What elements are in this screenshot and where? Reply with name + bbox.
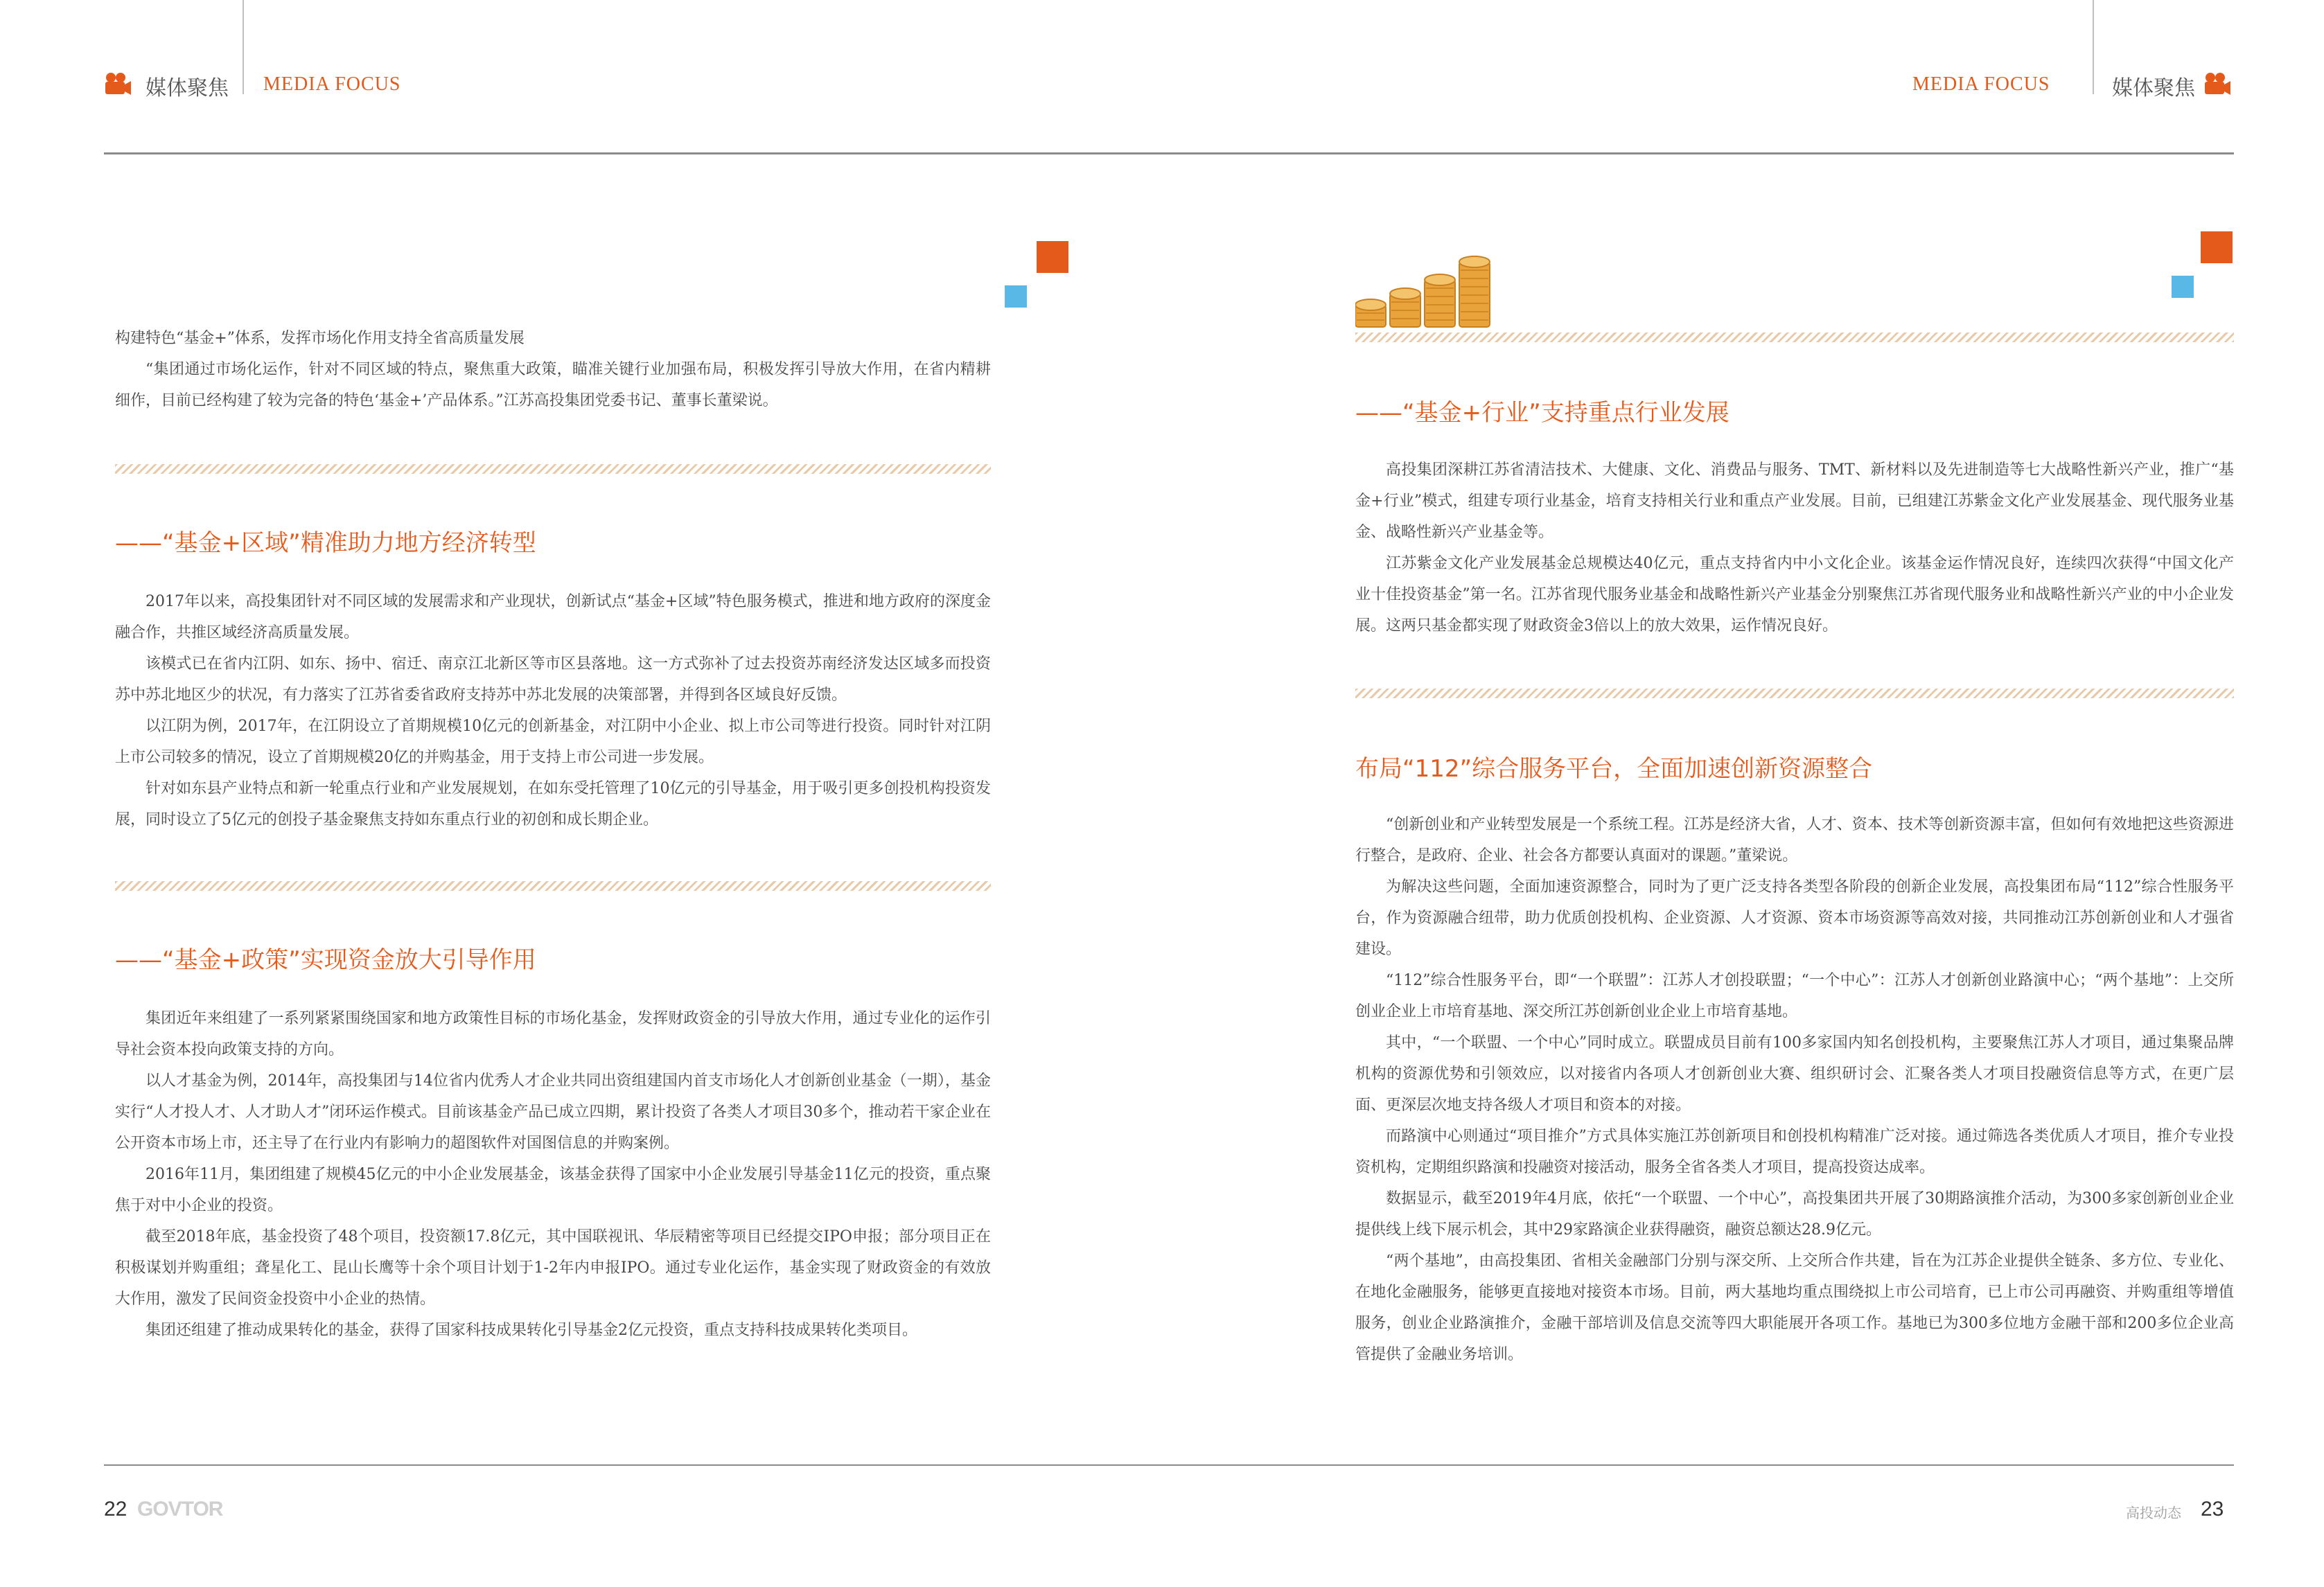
section-industry-body [1355,454,2234,641]
paragraph: 以人才基金为例，2014年，高投集团与14位省内优秀人才企业共同出资组建国内首支市场化人才创新创业基金（一期），基金实行“人才投人才、人才助人才”闭环运作模式。目前该基金产品已成立四期，累计投资了各类人才项目30多个，推动若干家企业在公开资本市场上市，还主导了在行业内有影响力的超图软件对国图信息的并购案例。 [115,1072,991,1152]
footer-label: 高投动态 [2126,1505,2181,1521]
intro-block [115,323,991,416]
paragraph: 数据显示，截至2019年4月底，依托“一个联盟、一个中心”，高投集团共开展了30期路演推介活动，为300多家创新创业企业提供线上线下展示机会，其中29家路演企业获得融资，融资总额达28.9亿元。 [1355,1190,2234,1239]
camera-icon [2203,72,2231,96]
paragraph: 江苏紫金文化产业发展基金总规模达40亿元，重点支持省内中小文化企业。该基金运作情况良好，连续四次获得“中国文化产业十佳投资基金”第一名。江苏省现代服务业基金和战略性新兴产业基金分别聚焦江苏省现代服务业和战略性新兴产业的中小企业发展。这两只基金都实现了财政资金3倍以上的放大效果，运作情况良好。 [1355,555,2234,635]
header-divider-right [2093,0,2094,94]
section-heading-platform: 布局“112”综合服务平台，全面加速创新资源整合 [1355,755,1873,783]
section-platform-body [1355,809,2234,1370]
coin-stacks-icon [1355,255,1502,330]
paragraph: 集团近年来组建了一系列紧紧围绕国家和地方政策性目标的市场化基金，发挥财政资金的引导放大作用，通过专业化的运作引导社会资本投向政策支持的方向。 [115,1010,991,1058]
paragraph: 高投集团深耕江苏省清洁技术、大健康、文化、消费品与服务、TMT、新材料以及先进制造等七大战略性新兴产业，推广“基金+行业”模式，组建专项行业基金，培育支持相关行业和重点产业发展。目前，已组建江苏紫金文化产业发展基金、现代服务业基金、战略性新兴产业基金等。 [1355,461,2234,541]
footer-rule [104,1464,2234,1466]
paragraph: 其中，“一个联盟、一个中心”同时成立。联盟成员目前有100多家国内知名创投机构，主要聚焦江苏人才项目，通过集聚品牌机构的资源优势和引领效应，以对接省内各项人才创新创业大赛、组织研讨会、汇聚各类人才项目投融资信息等方式，在更广层面、更深层次地支持各级人才项目和资本的对接。 [1355,1034,2234,1114]
header-section-cn: 媒体聚焦 [146,76,229,100]
decor-square-blue [1005,285,1027,308]
section-heading-policy: ——“基金+政策”实现资金放大引导作用 [115,946,536,974]
section-region-body [115,586,991,835]
intro-paragraph: “集团通过市场化运作，针对不同区域的特点，聚焦重大政策，瞄准关键行业加强布局，积极发挥引导放大作用，在省内精耕细作，目前已经构建了较为完备的特色‘基金+’产品体系。”江苏高投集团党委书记、董事长董梁说。 [115,361,991,409]
header-divider [243,0,244,94]
paragraph: 为解决这些问题，全面加速资源整合，同时为了更广泛支持各类型各阶段的创新企业发展，高投集团布局“112”综合性服务平台，作为资源融合纽带，助力优质创投机构、企业资源、人才资源、资本市场资源等高效对接，共同推动江苏创新创业和人才强省建设。 [1355,878,2234,958]
paragraph: 截至2018年底，基金投资了48个项目，投资额17.8亿元，其中国联视讯、华辰精密等项目已经提交IPO申报；部分项目正在积极谋划并购重组；聋星化工、昆山长鹰等十余个项目计划于1-2年内申报IPO。通过专业化运作，基金实现了财政资金的有效放大作用，激发了民间资金投资中小企业的热情。 [115,1228,991,1308]
decor-square-orange [1037,241,1068,273]
header-section-en: MEDIA FOCUS [263,73,401,95]
paragraph: “两个基地”，由高投集团、省相关金融部门分别与深交所、上交所合作共建，旨在为江苏企业提供全链条、多方位、专业化、在地化金融服务，能够更直接地对接资本市场。目前，两大基地均重点围绕拟上市公司培育，已上市公司再融资、并购重组等增值服务，创业企业路演推介，金融干部培训及信息交流等四大职能展开各项工作。基地已为300多位地方金融干部和200多位企业高管提供了金融业务培训。 [1355,1252,2234,1363]
paragraph: 2017年以来，高投集团针对不同区域的发展需求和产业现状，创新试点“基金+区域”特色服务模式，推进和地方政府的深度金融合作，共推区域经济高质量发展。 [115,593,991,641]
paragraph: “创新创业和产业转型发展是一个系统工程。江苏是经济大省，人才、资本、技术等创新资源丰富，但如何有效地把这些资源进行整合，是政府、企业、社会各方都要认真面对的课题。”董梁说。 [1355,816,2234,865]
section-divider [115,464,991,474]
section-divider [1355,689,2234,698]
header-section-cn-right: 媒体聚焦 [2112,76,2195,100]
header-section-en-right: MEDIA FOCUS [1912,73,2050,95]
brand-logo: GOVTOR [137,1498,223,1520]
intro-title: 构建特色“基金+”体系，发挥市场化作用支持全省高质量发展 [115,330,525,347]
page-number-right: 23 [2201,1498,2224,1520]
section-divider [1355,333,2234,342]
section-heading-region: ——“基金+区域”精准助力地方经济转型 [115,529,536,557]
section-divider [115,881,991,891]
paragraph: 而路演中心则通过“项目推介”方式具体实施江苏创新项目和创投机构精准广泛对接。通过筛选各类优质人才项目，推介专业投资机构，定期组织路演和投融资对接活动，服务全省各类人才项目，提高投资达成率。 [1355,1128,2234,1176]
header-rule [104,152,2234,154]
decor-square-orange [2201,231,2233,263]
paragraph: “112”综合性服务平台，即“一个联盟”：江苏人才创投联盟；“一个中心”：江苏人才创新创业路演中心；“两个基地”：上交所创业企业上市培育基地、深交所江苏创新创业企业上市培育基地。 [1355,972,2234,1020]
section-heading-industry: ——“基金+行业”支持重点行业发展 [1355,399,1729,427]
page-number-left: 22 [104,1498,127,1520]
section-policy-body [115,1003,991,1346]
decor-square-blue [2172,276,2194,298]
paragraph: 针对如东县产业特点和新一轮重点行业和产业发展规划，在如东受托管理了10亿元的引导基金，用于吸引更多创投机构投资发展，同时设立了5亿元的创投子基金聚焦支持如东重点行业的初创和成长期企业。 [115,780,991,828]
camera-icon [104,72,132,96]
paragraph: 集团还组建了推动成果转化的基金，获得了国家科技成果转化引导基金2亿元投资，重点支持科技成果转化类项目。 [146,1322,918,1339]
paragraph: 以江阴为例，2017年，在江阴设立了首期规模10亿元的创新基金，对江阴中小企业、拟上市公司等进行投资。同时针对江阴上市公司较多的情况，设立了首期规模20亿的并购基金，用于支持上市公司进一步发展。 [115,718,991,766]
paragraph: 2016年11月，集团组建了规模45亿元的中小企业发展基金，该基金获得了国家中小企业发展引导基金11亿元的投资，重点聚焦于对中小企业的投资。 [115,1166,991,1214]
paragraph: 该模式已在省内江阴、如东、扬中、宿迁、南京江北新区等市区县落地。这一方式弥补了过去投资苏南经济发达区域多而投资苏中苏北地区少的状况，有力落实了江苏省委省政府支持苏中苏北发展的决策部署，并得到各区域良好反馈。 [115,655,991,704]
